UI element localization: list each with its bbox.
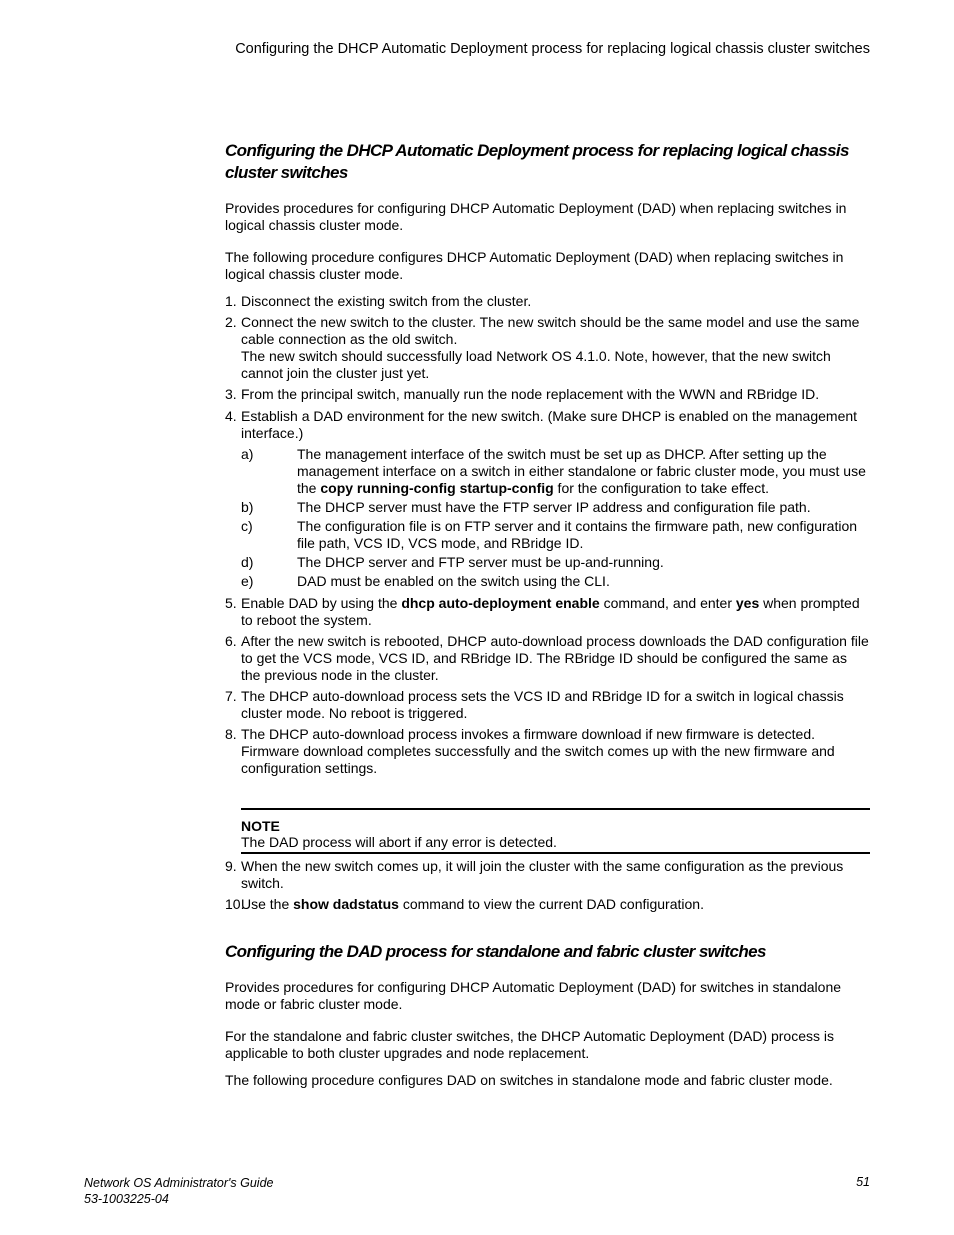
substep-text: The DHCP server and FTP server must be up-and-running. xyxy=(297,554,664,570)
running-header: Configuring the DHCP Automatic Deployment process for replacing logical chassis cluster switches xyxy=(235,41,870,57)
step-5 xyxy=(225,595,870,629)
page-number: 51 xyxy=(856,1175,870,1189)
footer-doc-number: 53-1003225-04 xyxy=(84,1192,169,1206)
step-text: After the new switch is rebooted, DHCP auto-download process downloads the DAD configuration file to get the VCS mode, VCS ID, and RBridge ID. The RBridge ID should be configured the same as the previous node in the cluster. xyxy=(241,633,869,683)
substep-c xyxy=(241,518,871,552)
step-number: 6. xyxy=(225,633,237,649)
step-number: 10. xyxy=(225,896,245,912)
step-number: 9. xyxy=(225,858,237,874)
substep-text: The configuration file is on FTP server and it contains the firmware path, new configuration file path, VCS ID, VCS mode, and RBridge ID. xyxy=(297,518,858,551)
step-text: From the principal switch, manually run the node replacement with the WWN and RBridge ID. xyxy=(241,386,820,402)
note-title: NOTE xyxy=(241,818,280,834)
step-2 xyxy=(225,314,870,382)
step-1 xyxy=(225,293,870,310)
substep-label: d) xyxy=(241,554,254,570)
command-copy-running-config: copy running-config startup-config xyxy=(320,480,554,496)
substep-b xyxy=(241,499,871,516)
note-text: The DAD process will abort if any error is detected. xyxy=(241,834,557,850)
step-text: The DHCP auto-download process invokes a firmware download if new firmware is detected. Firmware download completes successfully and the switch comes up with the new firmware and configuration settings. xyxy=(241,726,835,776)
substep-text: The management interface of the switch must be set up as DHCP. After setting up the management interface on a switch in either standalone or fabric cluster mode, you must use the copy running-config startup-config for the configuration to take effect. xyxy=(297,446,866,496)
substep-d xyxy=(241,554,871,571)
section1-intro2: The following procedure configures DHCP Automatic Deployment (DAD) when replacing switches in logical chassis cluster mode. xyxy=(225,249,844,282)
step-8 xyxy=(225,726,870,777)
section2-p1: Provides procedures for configuring DHCP Automatic Deployment (DAD) for switches in standalone mode or fabric cluster mode. xyxy=(225,979,842,1012)
step-number: 5. xyxy=(225,595,237,611)
step-text: Use the show dadstatus command to view the current DAD configuration. xyxy=(241,896,704,912)
keyword-yes: yes xyxy=(735,595,760,611)
command-show-dadstatus: show dadstatus xyxy=(293,896,399,912)
footer-doc-title: Network OS Administrator's Guide xyxy=(84,1176,274,1190)
substep-label: a) xyxy=(241,446,254,462)
section2-p3: The following procedure configures DAD on switches in standalone mode and fabric cluster mode. xyxy=(225,1072,833,1088)
substep-text: The DHCP server must have the FTP server IP address and configuration file path. xyxy=(297,499,811,515)
step-3 xyxy=(225,386,870,403)
section1-intro: Provides procedures for configuring DHCP Automatic Deployment (DAD) when replacing switches in logical chassis cluster mode. xyxy=(225,200,847,233)
step-number: 8. xyxy=(225,726,237,742)
note-top-rule xyxy=(241,808,870,810)
step-number: 2. xyxy=(225,314,237,330)
step-7 xyxy=(225,688,870,722)
step-text: When the new switch comes up, it will join the cluster with the same configuration as the previous switch. xyxy=(241,858,844,891)
substep-text: DAD must be enabled on the switch using the CLI. xyxy=(297,573,610,589)
section-heading-standalone-fabric: Configuring the DAD process for standalone and fabric cluster switches xyxy=(225,942,766,961)
step-number: 3. xyxy=(225,386,237,402)
substep-e xyxy=(241,573,871,590)
step-text: Disconnect the existing switch from the cluster. xyxy=(241,293,532,309)
step-10 xyxy=(225,896,870,913)
step-text: Establish a DAD environment for the new switch. (Make sure DHCP is enabled on the management interface.) xyxy=(241,408,858,441)
section2-p2: For the standalone and fabric cluster switches, the DHCP Automatic Deployment (DAD) process is applicable to both cluster upgrades and node replacement. xyxy=(225,1028,834,1061)
step-number: 1. xyxy=(225,293,237,309)
step-text: Connect the new switch to the cluster. The new switch should be the same model and use the same cable connection as the old switch. xyxy=(241,314,860,347)
step-9 xyxy=(225,858,870,892)
substep-a xyxy=(241,446,871,497)
step-6 xyxy=(225,633,870,684)
substep-label: b) xyxy=(241,499,254,515)
step-4 xyxy=(225,408,870,442)
step-number: 4. xyxy=(225,408,237,424)
step-text-continued: The new switch should successfully load Network OS 4.1.0. Note, however, that the new switch cannot join the cluster just yet. xyxy=(241,348,831,381)
substep-label: e) xyxy=(241,573,254,589)
section-heading-replacing-switches: Configuring the DHCP Automatic Deployment process for replacing logical chassis cluster switches xyxy=(225,141,849,182)
step-number: 7. xyxy=(225,688,237,704)
step-text: Enable DAD by using the dhcp auto-deployment enable command, and enter yes when prompted to reboot the system. xyxy=(241,595,860,628)
note-bottom-rule xyxy=(241,852,870,854)
substep-label: c) xyxy=(241,518,253,534)
step-text: The DHCP auto-download process sets the VCS ID and RBridge ID for a switch in logical chassis cluster mode. No reboot is triggered. xyxy=(241,688,844,721)
command-dhcp-auto-deployment: dhcp auto-deployment enable xyxy=(401,595,600,611)
